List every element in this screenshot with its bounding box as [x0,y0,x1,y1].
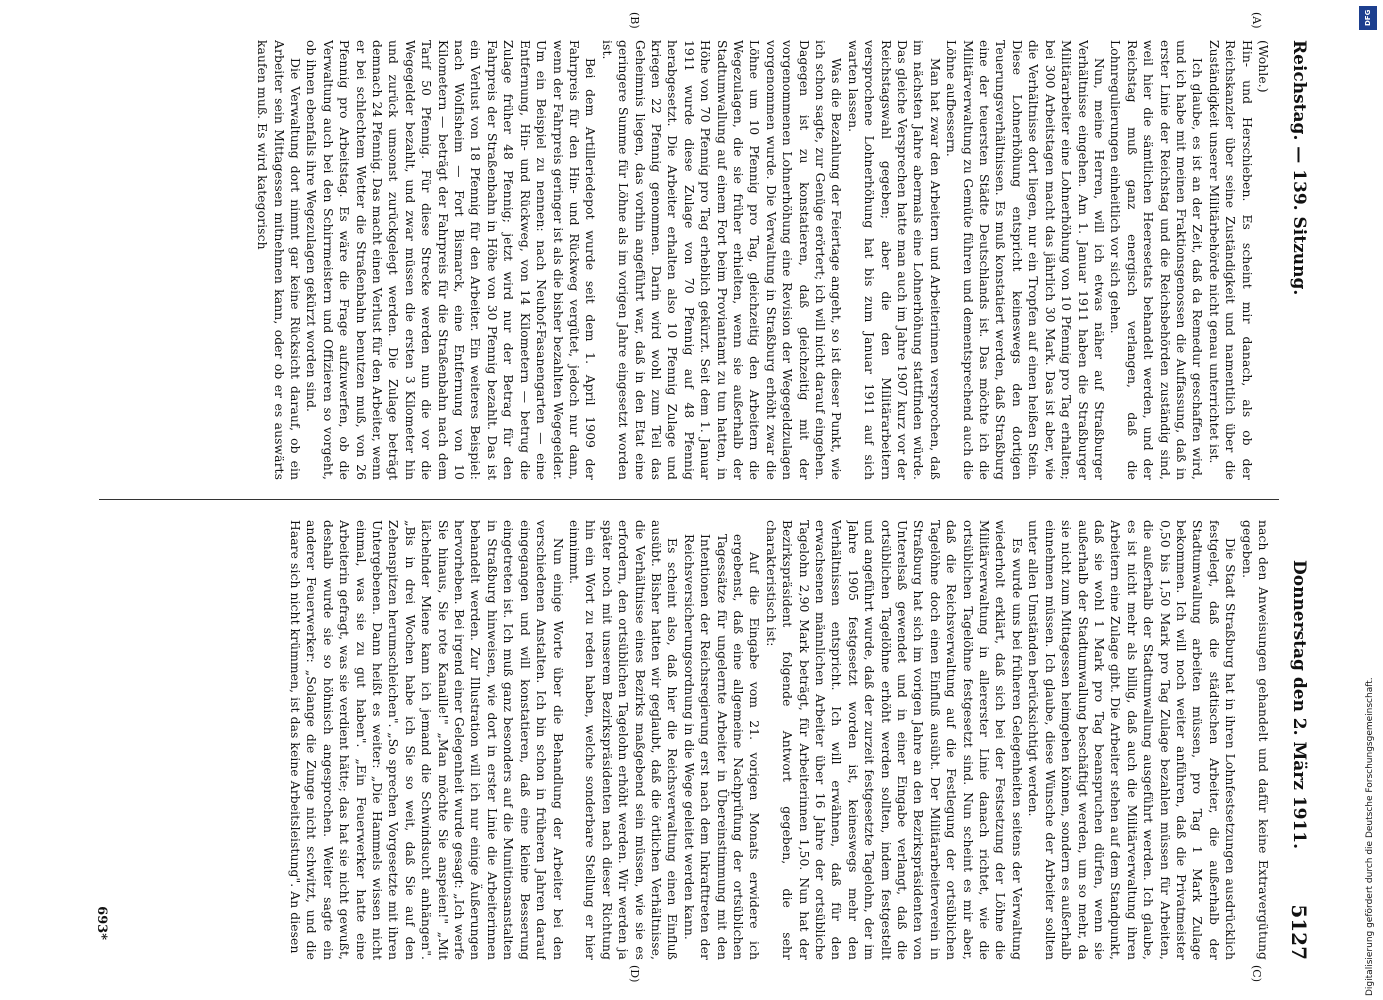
margin-mark-b: (B) [628,12,641,29]
header-date: Donnerstag den 2. März 1911. [1289,560,1309,850]
paragraph: Ich glaube, es ist an der Zeit, daß da Remedur geschaffen wird, und ich habe mit meinen Fraktionsgenossen die Auffassung, daß in erster Linie der Reichstag und die Reichsbehörden zuständig sind, weil hier die sämtlichen Heeresetats behandelt werden, und der Reichstag muß ganz energisch verlangen, daß die Lohnregulierungen einheitlich vor sich gehen. [1108,40,1205,480]
paragraph: Nun, meine Herren, will ich etwas näher auf Straßburger Verhältnisse eingehen. Am 1. Januar 1911 haben die Straßburger Militärarbeiter eine Lohnerhöhung von 10 Pfennig pro Tag erhalten; bei 300 Arbeitstagen macht das jährlich 30 Mark. Das ist aber, wie die Verhältnisse dort liegen, nur ein Tropfen auf einen heißen Stein. Diese Lohnerhöhung entspricht keineswegs den dortigen Teuerungsverhältnissen. Es muß konstatiert werden, daß Straßburg eine der teuersten Städte Deutschlands ist. Das möchte ich die Militärverwaltung zu Gemüte führen und dementsprechend auch die Löhne aufbessern. [944,40,1106,480]
paragraph: Nun einige Worte über die Behandlung der Arbeiter bei den verschiedenen Anstalten. Ich bin schon in früheren Jahren darauf eingegangen und will konstatieren, daß eine kleine Besserung eingetreten ist. Ich muß ganz besonders auf die Munitionsanstalten in Straßburg hinweisen, wie dort in erster Linie die Arbeiterinnen behandelt werden. Zur Illustration will ich nur einige Äußerungen hervorheben. Bei irgend einer Gelegenheit wurde gesagt: „Ich werfe Sie hinaus, Sie rote Kanaille!" „Man möchte Sie anspeien!" „Mit lächelnder Miene kann ich jemand die Schwindsucht anhängen". „Bis in drei Wochen habe ich Sie so weit, daß Sie auf den Zehenspitzen herumschleichen". „So sprechen Vorgesetzte mit ihren Untergebenen. Dann heißt es weiter: „Die Hammels wissen nicht einmal, was sie zu gut haben". „Ein Feuerwerker hatte eine Arbeiterin gefragt, was sie verdient hätte; das hat sie nicht gewußt, deshalb wurde sie so höhnisch angesprochen. Weiter sagte ein anderer Feuerwerker: „Solange die Zunge nicht schwitzt, und die Haare sich nicht krümmen, ist das keine Arbeitsleistung". An diesen [288,520,565,960]
paragraph: Die Verwaltung dort nimmt gar keine Rücksicht darauf, ob ein Arbeiter sein Mittagessen mitnehmen kann, oder ob er es auswärts kaufen muß. Es wird kategorisch [255,40,303,480]
paragraph: Die Stadt Straßburg hat in ihren Lohnfestsetzungen ausdrücklich festgelegt, daß die städtischen Arbeiter, die außerhalb der Stadtumwallung arbeiten müssen, pro Tag 1 Mark Zulage bekommen. Ich will noch weiter anführen, daß die Privatmeister 0,50 bis 1,50 Mark pro Tag Zulage bezahlen müssen für Arbeiten, die außerhalb der Stadtumwallung ausgeführt werden. Ich glaube, es ist nicht mehr als billig, daß auch die Militärverwaltung ihren Arbeitern eine Zulage gibt. Die Arbeiter stehen auf dem Standpunkt, daß sie wohl 1 Mark pro Tag beanspruchen dürfen, wenn sie außerhalb der Stadtumwallung beschäftigt werden, um so mehr, da sie nicht zum Mittagessen heimgehen können, sondern es außerhalb einnehmen müssen. Ich glaube, diese Wünsche der Arbeiter sollten unter allen Umständen berücksichtigt werden. [1026,520,1238,960]
header-left: Reichstag. — 139. Sitzung. [1289,40,1309,296]
page-number: 5127 [1287,904,1311,960]
margin-mark-a: (A) [1250,12,1263,29]
quoted-paragraph: Auf die Eingabe vom 21. vorigen Monats erwidere ich ergebenst, daß eine allgemeine Nachprüfung der ortsüblichen Tagessätze für ungelernte Arbeiter in Übereinstimmung mit den Intentionen der Reichsregierung erst nach dem Inkrafttreten der Reichsversicherungsordnung in die Wege geleitet werden kann. [681,534,762,960]
column-divider [99,499,1279,500]
right-column [111,520,1271,960]
digitization-credit: Digitalisierung gefördert durch die Deutsche Forschungsgemeinschaft. [1365,677,1375,996]
paragraph: Bei dem Artilleriedepot wurde seit dem 1. April 1909 der Fahrpreis für den Hin- und Rückweg vergütet, jedoch nur dann, wenn der Fahrpreis geringer ist als die bisher bezahlten Wegegelder. Um ein Beispiel zu nennen: nach Neuhof-Fasanengarten — eine Entfernung, Hin- und Rückweg, von 14 Kilometern — betrug die Zulage früher 48 Pfennig; jetzt wird nur der Betrag für den Fahrpreis der Straßenbahn in Höhe von 30 Pfennig bezahlt. Das ist ein Verlust von 18 Pfennig für den Arbeiter. Ein weiteres Beispiel: nach Wolfisheim — Fort Bismarck, eine Entfernung von 10 Kilometern — beträgt der Fahrpreis für die Straßenbahn nach dem Tarif 50 Pfennig. Für diese Strecke werden nun die vor die Wegegelder bezahlt, und zwar müssen die ersten 3 Kilometer hin und zurück umsonst zurückgelegt werden. Die Zulage beträgt demnach 24 Pfennig. Das macht einen Verlust für den Arbeiter, wenn er bei schlechtem Wetter die Straßenbahn benutzen muß, von 26 Pfennig pro Arbeitstag. Es wäre die Frage aufzuwerfen, ob die Verwaltung auch bei den Schirrmeistern und Offizieren so vorgeht, ob ihnen ebenfalls ihre Wegezulagen gekürzt worden sind. [304,40,598,480]
paragraph: Es scheint also, daß hier die Reichsverwaltung einen Einfluß ausübt. Bisher hatten wir geglaubt, daß die örtlichen Verhältnisse, die Verhältnisse eines Bezirks maßgebend sein müssen, wie sie es erfordern, den ortsüblichen Tagelohn erhöht werden. Wir werden ja später noch mit unserem Bezirkspräsidenten nach dieser Richtung hin ein Wort zu reden haben, welche sonderbare Stellung er hier einnimmt. [566,520,680,960]
paragraph: Hin- und Herschieben. Es scheint mir danach, als ob der Reichskanzler über seine Zuständigkeit und namentlich über die Zuständigkeit unserer Militärbehörde nicht genau unterrichtet ist. [1206,40,1254,480]
paragraph: Was die Bezahlung der Feiertage angeht, so ist dieser Punkt, wie ich schon sagte, zur Genüge erörtert; ich will nicht darauf eingehen. Dagegen ist zu konstatieren, daß gleichzeitig mit der vorgenommenen Lohnerhöhung eine Revision der Wegegeldzulagen vorgenommen wurde. Die Verwaltung in Straßburg erhöht zwar die Löhne um 10 Pfennig pro Tag, gleichzeitig den Arbeitern die Wegezulagen, die sie früher erhielten, wenn sie außerhalb der Stadtumwallung auf einem Fort beim Proviantamt zu tun hatten, in Höhe von 70 Pfennig pro Tag erheblich gekürzt. Seit dem 1. Januar 1911 wurde diese Zulage von 70 Pfennig auf 48 Pfennig herabgesetzt. Die Arbeiter erhalten also 10 Pfennig Zulage und kriegen 22 Pfennig genommen. Darin wird wohl zum Teil das Geheimnis liegen, das vorhin angeführt war, daß in den Etat eine geringere Summe für Löhne als im vorigen Jahre eingesetzt worden ist. [599,40,844,480]
signature-mark: 693* [94,906,109,940]
margin-mark-c: (C) [1250,965,1263,982]
paragraph: nach den Anweisungen gehandelt und dafür keine Extravergütung gegeben. [1239,520,1270,960]
digitization-sidebar [1353,0,1383,1000]
rotated-document [41,0,1341,1000]
paragraph: Es wurde uns bei früheren Gelegenheiten seitens der Verwaltung wiederholt erklärt, daß sich bei der Festsetzung der Löhne die Militärverwaltung in allererster Linie danach richtet, wie die ortsüblichen Tagelöhne festgesetzt sind. Nun scheint es mir aber, daß die Reichsverwaltung auf die Festlegung der ortsüblichen Tagelöhne doch einen Einfluß ausübt. Der Militärarbeiterverein in Straßburg hat sich im vorigen Jahre an den Bezirkspräsidenten von Unterelsaß gewendet und in einer Eingabe verlangt, daß die ortsüblichen Tagelöhne erhöht werden sollten, indem festgestellt und angeführt wurde, daß der zurzeit festgesetzte Tagelohn, der im Jahre 1905 festgesetzt worden ist, keineswegs mehr den Verhältnissen entspricht. Ich will erwähnen, daß für den erwachsenen männlichen Arbeiter über 16 Jahre der ortsübliche Tagelohn 2,90 Mark beträgt, für Arbeiterinnen 1,50. Nun hat der Bezirkspräsident folgende Antwort gegeben, die sehr charakteristisch ist: [763,520,1024,960]
dfg-logo-icon: DFG [1359,6,1377,30]
page-header [1283,40,1313,960]
paragraph: (Wohle.) [1256,40,1270,93]
margin-mark-d: (D) [628,965,641,983]
paragraph: Man hat zwar den Arbeitern und Arbeiterinnen versprochen, daß im nächsten Jahre abermals eine Lohnerhöhung stattfinden würde. Das gleiche Versprechen hatte man auch im Jahre 1907 kurz vor der Reichstagswahl gegeben; aber die den Militärarbeitern versprochene Lohnerhöhung hat bis zum Januar 1911 auf sich warten lassen. [845,40,942,480]
left-column [111,40,1271,480]
